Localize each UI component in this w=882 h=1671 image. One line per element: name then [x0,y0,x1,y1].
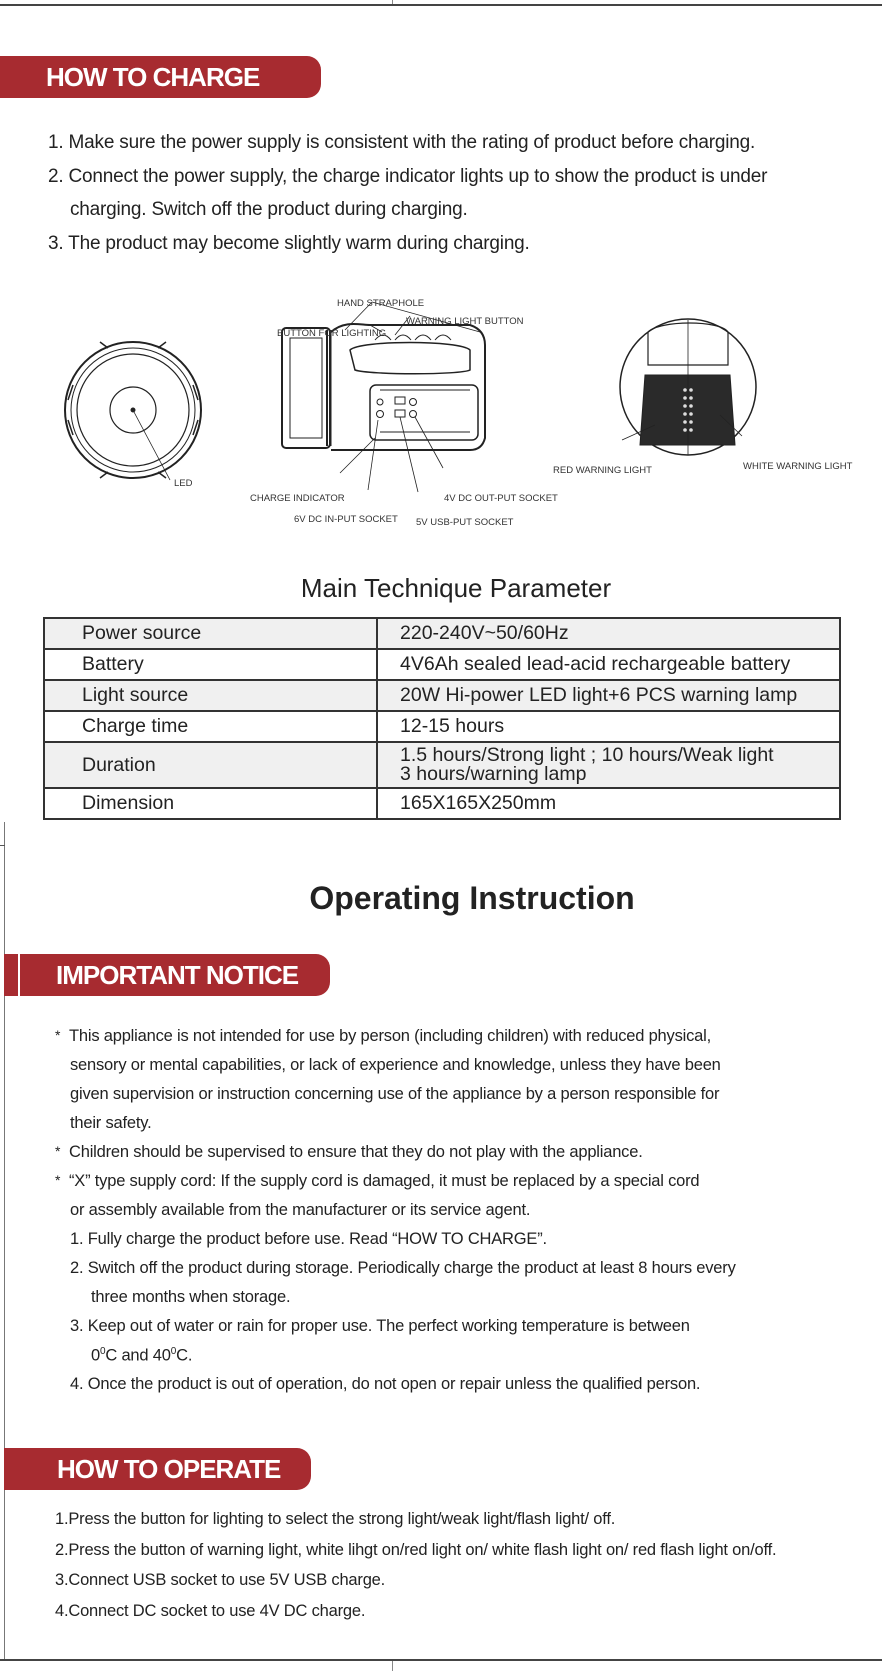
back-view-illustration [620,319,756,455]
label-red-warning-light: RED WARNING LIGHT [553,465,652,476]
notice-line: 1. Fully charge the product before use. Read “HOW TO CHARGE”. [70,1230,547,1248]
parameters-title: Main Technique Parameter [300,573,612,603]
param-value: 20W Hi-power LED light+6 PCS warning lamp [377,680,840,711]
crop-mark [392,0,393,4]
how-to-charge-heading: HOW TO CHARGE [46,62,260,92]
page-border-left [4,822,5,1660]
label-button-for-lighting: BUTTON FOR LIGHTING [277,328,387,339]
operate-step-4: 4.Connect DC socket to use 4V DC charge. [55,1602,366,1620]
notice-line: 3. Keep out of water or rain for proper use. The perfect working temperature is between [70,1317,690,1335]
charge-step-1: 1. Make sure the power supply is consistent with the rating of product before charging. [48,132,756,153]
notice-line: 2. Switch off the product during storage. Periodically charge the product at least 8 hours every [70,1259,736,1277]
charge-step-3: 3. The product may become slightly warm during charging. [48,233,530,254]
param-value: 12-15 hours [377,711,840,742]
table-row [44,788,840,819]
notice-line: three months when storage. [91,1288,291,1306]
table-row [44,680,840,711]
charge-step-2-cont: charging. Switch off the product during charging. [70,199,468,220]
table-row [44,618,840,649]
param-value [377,742,840,788]
table-row [44,742,840,788]
label-led: LED [174,478,193,489]
label-dc-input-socket: 6V DC IN-PUT SOCKET [294,514,398,525]
front-view-illustration [65,342,201,480]
bullet-asterisk-icon: * [55,1027,61,1043]
how-to-charge-banner [0,56,321,98]
notice-line: * “X” type supply cord: If the supply cord is damaged, it must be replaced by a special cord [55,1172,700,1190]
notice-line: or assembly available from the manufacturer or its service agent. [70,1201,531,1219]
page-border-bottom [0,1659,882,1661]
parameters-table [43,617,841,820]
important-notice-banner [4,954,330,996]
bullet-asterisk-icon: * [55,1143,61,1159]
product-diagram [0,290,882,540]
param-value-line: 3 hours/warning lamp [400,763,587,785]
table-row [44,649,840,680]
label-white-warning-light: WHITE WARNING LIGHT [743,461,853,472]
table-row [44,711,840,742]
operating-instruction-title: Operating Instruction [309,880,635,916]
crop-mark [392,1661,393,1671]
param-key: Power source [44,618,377,649]
param-value: 165X165X250mm [377,788,840,819]
notice-line: their safety. [70,1114,152,1132]
charge-step-2: 2. Connect the power supply, the charge indicator lights up to show the product is under [48,166,768,187]
notice-line: sensory or mental capabilities, or lack of experience and knowledge, unless they have been [70,1056,721,1074]
operate-step-3: 3.Connect USB socket to use 5V USB charge. [55,1571,386,1589]
param-key: Battery [44,649,377,680]
notice-line: given supervision or instruction concerning use of the appliance by a person responsible for [70,1085,720,1103]
label-warning-light-button: WARNING LIGHT BUTTON [406,316,524,327]
crop-mark [0,845,5,846]
operate-step-1: 1.Press the button for lighting to select the strong light/weak light/flash light/ off. [55,1510,616,1528]
notice-line: * This appliance is not intended for use by person (including children) with reduced physical, [55,1027,711,1045]
label-hand-straphole: HAND STRAPHOLE [337,298,425,309]
page-border-top [0,4,882,6]
param-value: 220-240V~50/60Hz [377,618,840,649]
param-value: 4V6Ah sealed lead-acid rechargeable battery [377,649,840,680]
label-charge-indicator: CHARGE INDICATOR [250,493,345,504]
operate-step-2: 2.Press the button of warning light, white lihgt on/red light on/ white flash light on/ red flash light on/off. [55,1541,777,1559]
notice-line: 4. Once the product is out of operation, do not open or repair unless the qualified person. [70,1375,701,1393]
bullet-asterisk-icon: * [55,1172,61,1188]
important-notice-heading: IMPORTANT NOTICE [56,960,299,990]
notice-line: * Children should be supervised to ensure that they do not play with the appliance. [55,1143,643,1161]
banner-divider [18,954,20,996]
temperature-line: $0^0C$ and $40^0C$. [91,1346,193,1365]
how-to-operate-heading: HOW TO OPERATE [57,1454,281,1484]
how-to-operate-banner [4,1448,311,1490]
param-value-line: 1.5 hours/Strong light ; 10 hours/Weak light [400,744,774,766]
param-key: Dimension [44,788,377,819]
param-key: Charge time [44,711,377,742]
param-key: Duration [44,742,377,788]
param-key: Light source [44,680,377,711]
label-dc-output-socket: 4V DC OUT-PUT SOCKET [444,493,558,504]
label-usb-socket: 5V USB-PUT SOCKET [416,517,514,528]
